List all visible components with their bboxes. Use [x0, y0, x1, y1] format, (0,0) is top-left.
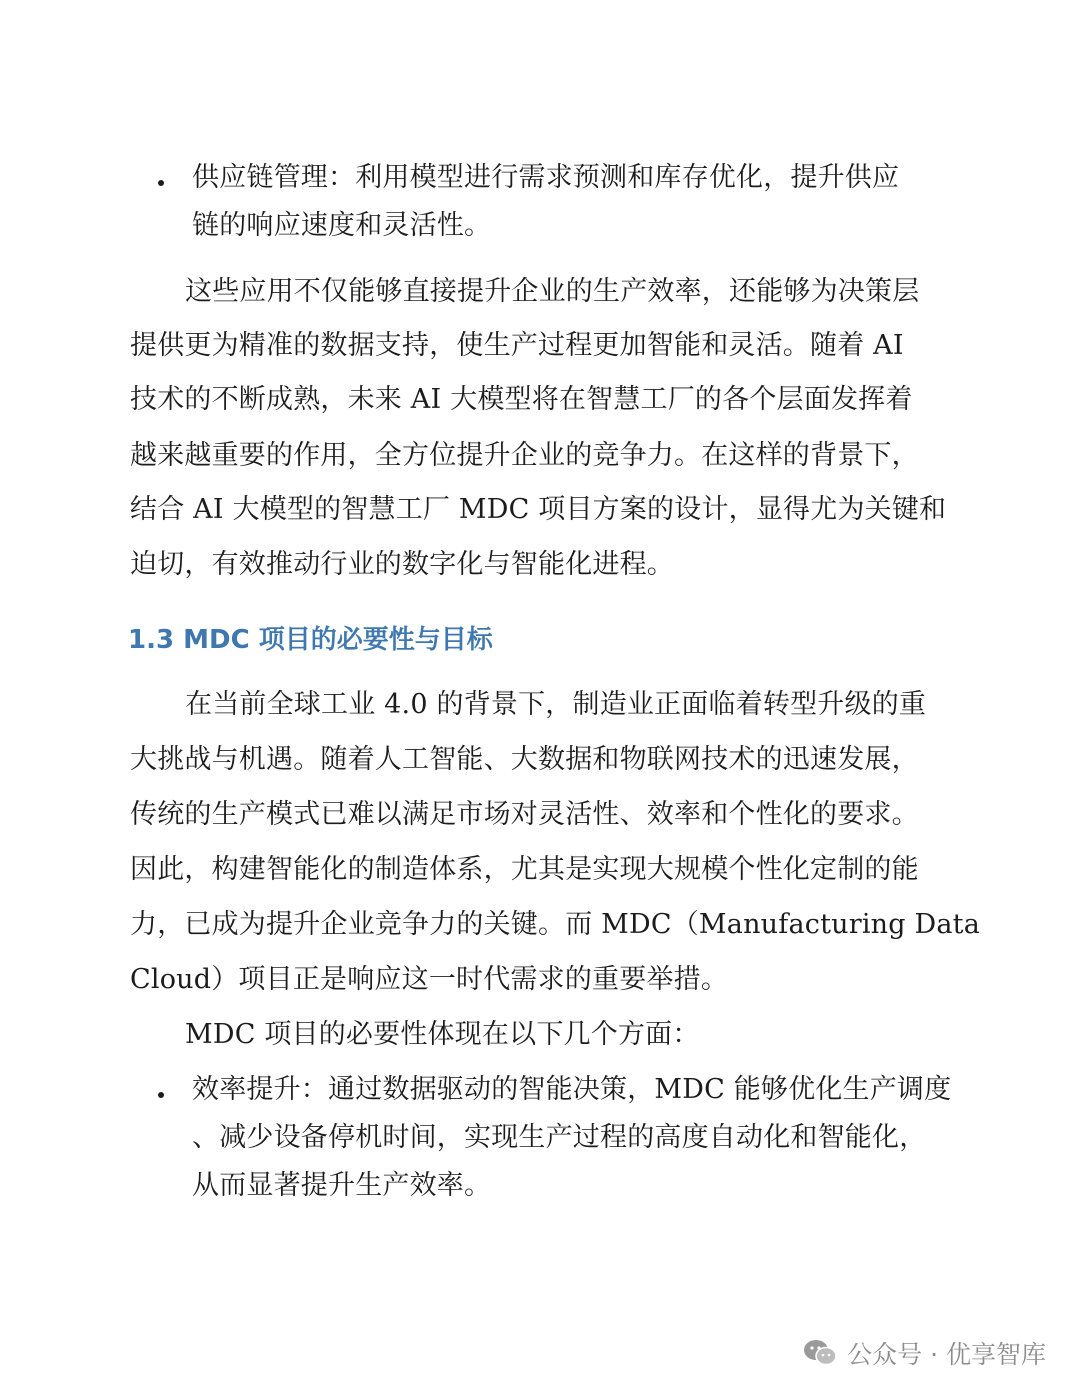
- bullet-text-line: 效率提升：通过数据驱动的智能决策，MDC 能够优化生产调度: [192, 1074, 952, 1105]
- paragraph-line: Cloud）项目正是响应这一时代需求的重要举措。: [130, 964, 729, 995]
- bullet-text-line: 供应链管理：利用模型进行需求预测和库存优化，提升供应: [192, 162, 900, 193]
- bullet-text-line: 链的响应速度和灵活性。: [192, 210, 492, 241]
- watermark: [803, 1335, 1046, 1371]
- bullet-text-line: 、减少设备停机时间，实现生产过程的高度自动化和智能化，: [192, 1122, 927, 1153]
- bullet-text-line: 从而显著提升生产效率。: [192, 1170, 492, 1201]
- paragraph-line: 传统的生产模式已难以满足市场对灵活性、效率和个性化的要求。: [130, 799, 919, 830]
- paragraph-line: 技术的不断成熟，未来 AI 大模型将在智慧工厂的各个层面发挥着: [130, 384, 913, 415]
- bullet-dot: [158, 180, 164, 186]
- wechat-icon: [803, 1339, 837, 1367]
- paragraph-line: 结合 AI 大模型的智慧工厂 MDC 项目方案的设计，显得尤为关键和: [130, 494, 947, 525]
- bullet-dot: [158, 1092, 164, 1098]
- paragraph-line: 越来越重要的作用，全方位提升企业的竞争力。在这样的背景下，: [130, 440, 919, 471]
- paragraph-line: 迫切，有效推动行业的数字化与智能化进程。: [130, 549, 674, 580]
- watermark-text: 公众号 · 优享智库: [847, 1340, 1046, 1369]
- section-heading: 1.3 MDC 项目的必要性与目标: [128, 625, 493, 655]
- paragraph-line: 力，已成为提升企业竞争力的关键。而 MDC（Manufacturing Data: [130, 909, 980, 940]
- paragraph-line: 这些应用不仅能够直接提升企业的生产效率，还能够为决策层: [185, 276, 920, 307]
- paragraph-line: 在当前全球工业 4.0 的背景下，制造业正面临着转型升级的重: [185, 689, 927, 720]
- paragraph-line: MDC 项目的必要性体现在以下几个方面：: [185, 1019, 700, 1050]
- paragraph-line: 大挑战与机遇。随着人工智能、大数据和物联网技术的迅速发展，: [130, 744, 919, 775]
- paragraph-line: 提供更为精准的数据支持，使生产过程更加智能和灵活。随着 AI: [130, 330, 904, 361]
- paragraph-line: 因此，构建智能化的制造体系，尤其是实现大规模个性化定制的能: [130, 854, 919, 885]
